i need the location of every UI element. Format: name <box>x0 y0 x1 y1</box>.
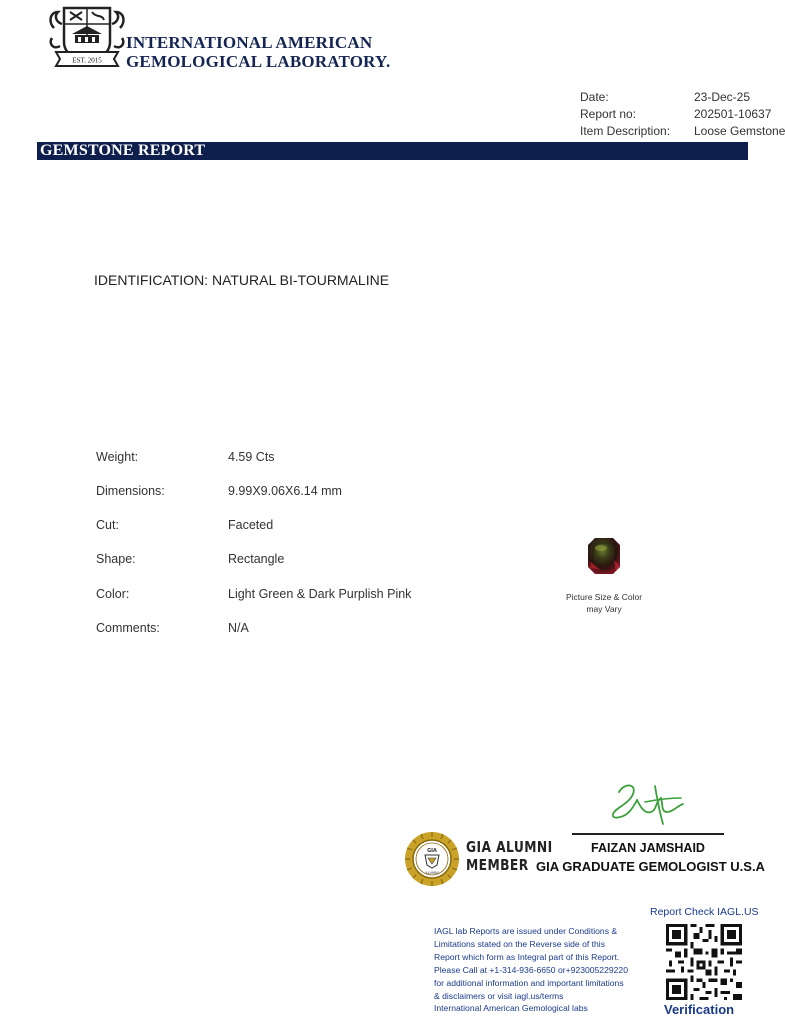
report-check-link[interactable]: Report Check IAGL.US <box>650 906 759 918</box>
lab-name-line1: INTERNATIONAL AMERICAN <box>126 33 373 52</box>
dimensions-label: Dimensions: <box>96 484 165 498</box>
disclaimer-text <box>434 925 654 1015</box>
signature-line <box>572 833 724 835</box>
date-value: 23-Dec-25 <box>694 90 751 104</box>
picture-note-line1: Picture Size & Color <box>565 592 643 602</box>
color-value: Light Green & Dark Purplish Pink <box>228 587 412 601</box>
lab-name-line2: GEMOLOGICAL LABORATORY. <box>126 52 391 71</box>
seal-text: GIA <box>427 848 437 854</box>
disclaimer-line: for additional information and important limitations <box>434 977 624 988</box>
dimensions-value: 9.99X9.06X6.14 mm <box>228 484 342 498</box>
lab-logo-icon <box>48 2 126 72</box>
disclaimer-line: & disclaimers or visit iagl.us/terms <box>434 990 564 1001</box>
gia-alumni-seal-icon <box>404 831 460 887</box>
gia-alumni-text: GIA ALUMNI <box>466 838 553 856</box>
weight-label: Weight: <box>96 450 139 464</box>
verification-label: Verification <box>664 1002 735 1017</box>
report-no-label: Report no: <box>580 107 637 121</box>
signer-name: FAIZAN JAMSHAID <box>591 841 705 855</box>
report-title-bar <box>37 142 748 160</box>
disclaimer-line: IAGL lab Reports are issued under Conditions & <box>434 926 618 936</box>
picture-note-line2: may Vary <box>586 604 622 614</box>
report-no-value: 202501-10637 <box>694 107 772 121</box>
item-description-label: Item Description: <box>580 124 671 138</box>
disclaimer-line: International American Gemological labs <box>434 1003 588 1014</box>
signer-title: GIA GRADUATE GEMOLOGIST U.S.A <box>536 859 765 874</box>
gemstone-photo-icon <box>586 536 622 576</box>
seal-sub-text: ALUMNI <box>425 871 439 875</box>
qr-code-icon[interactable] <box>666 924 742 1000</box>
shape-label: Shape: <box>96 552 136 566</box>
comments-label: Comments: <box>96 621 160 635</box>
item-description-value: Loose Gemstone <box>694 124 785 138</box>
identification-heading: IDENTIFICATION: NATURAL BI-TOURMALINE <box>94 272 390 288</box>
weight-value: 4.59 Cts <box>228 450 275 464</box>
disclaimer-line: Report which form as Integral part of this Report. <box>434 951 620 962</box>
date-label: Date: <box>580 90 609 104</box>
color-label: Color: <box>96 587 130 601</box>
comments-value: N/A <box>228 621 249 635</box>
signature-image <box>605 778 687 830</box>
shape-value: Rectangle <box>228 552 285 566</box>
disclaimer-line: Limitations stated on the Reverse side of this <box>434 938 606 949</box>
logo-est-text: EST. 2015 <box>72 56 102 65</box>
cut-value: Faceted <box>228 518 274 532</box>
report-title: GEMSTONE REPORT <box>40 142 206 159</box>
disclaimer-line: Please Call at +1-314-936-6650 or+923005229220 <box>434 964 628 975</box>
cut-label: Cut: <box>96 518 119 532</box>
gia-member-text: MEMBER <box>466 856 529 874</box>
